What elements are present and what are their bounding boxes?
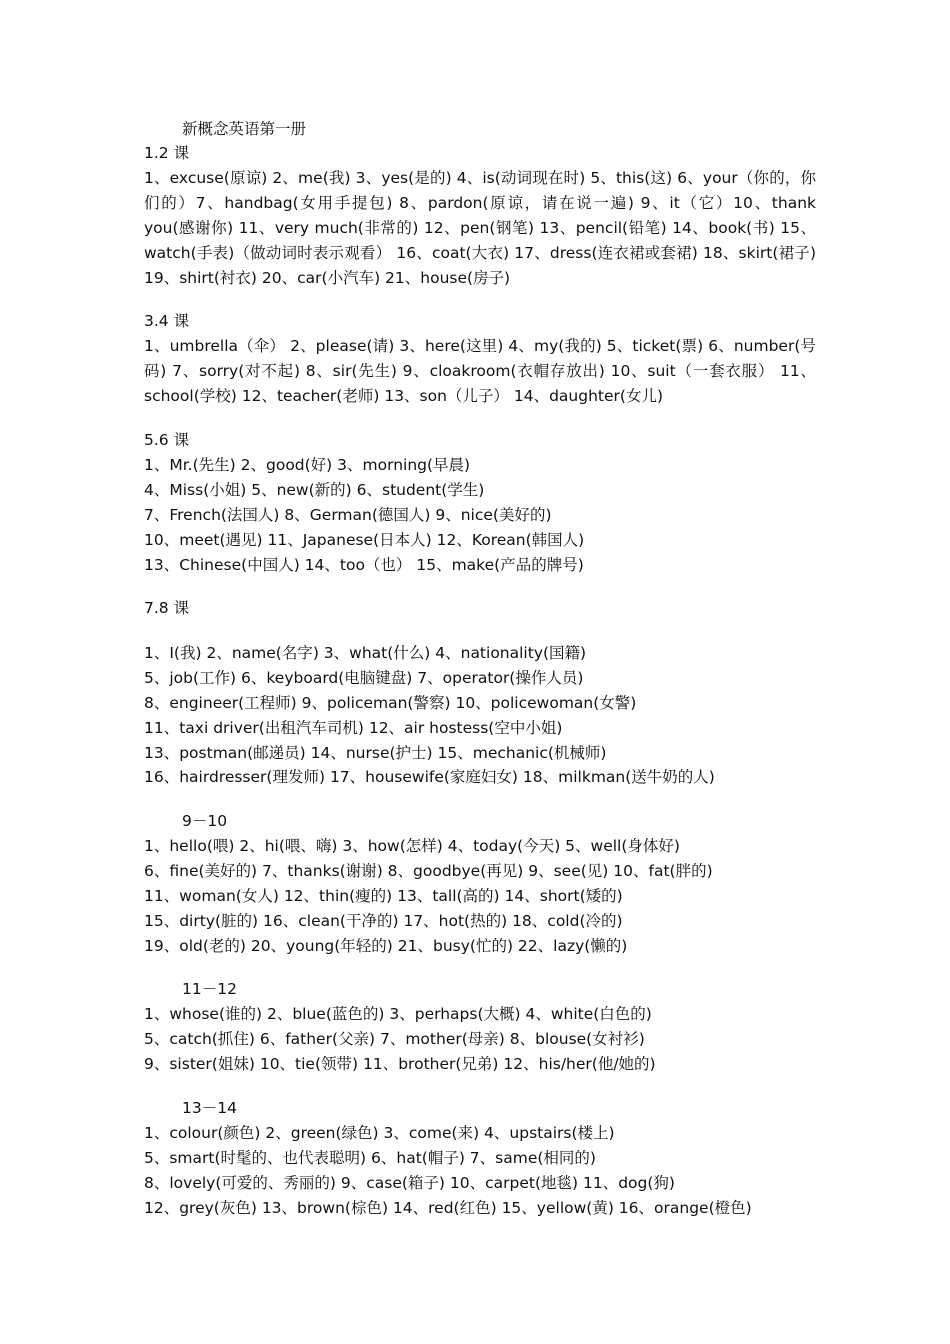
vocab-line: 5、catch(抓住) 6、father(父亲) 7、mother(母亲) 8、blouse(女衬衫) [144,1029,645,1048]
lesson-section-9-10 [144,809,816,958]
vocab-line: 12、grey(灰色) 13、brown(棕色) 14、red(红色) 15、yellow(黄) 16、orange(橙色) [144,1198,752,1217]
vocab-line: 10、meet(遇见) 11、Japanese(日本人) 12、Korean(韩国人) [144,530,585,549]
vocab-line: 16、hairdresser(理发师) 17、housewife(家庭妇女) 18、milkman(送牛奶的人) [144,768,715,787]
vocab-line: 6、fine(美好的) 7、thanks(谢谢) 8、goodbye(再见) 9、see(见) 10、fat(胖的) [144,861,713,880]
lesson-section-11-12 [144,977,816,1077]
vocab-line: 1、colour(颜色) 2、green(绿色) 3、come(来) 4、upstairs(楼上) [144,1123,615,1142]
vocab-line: 5、smart(时髦的、也代表聪明) 6、hat(帽子) 7、same(相同的) [144,1148,596,1167]
lesson-section-13-14 [144,1096,816,1221]
lesson-heading: 13－14 [182,1099,237,1117]
vocab-line: 15、dirty(脏的) 16、clean(干净的) 17、hot(热的) 18、cold(冷的) [144,911,623,930]
vocab-line: 1、Mr.(先生) 2、good(好) 3、morning(早晨) [144,455,471,474]
vocab-paragraph: 1、umbrella（伞） 2、please(请) 3、here(这里) 4、my(我的) 5、ticket(票) 6、number(号码) 7、sorry(对不起) 8、sir(先生) 9、cloakroom(衣帽存放出) 10、suit（一套衣服） 11、school(学校) 12、teacher(老师) 13、son（儿子） 14、daughter(女儿) [144,336,816,405]
vocab-line: 8、lovely(可爱的、秀丽的) 9、case(箱子) 10、carpet(地毯) 11、dog(狗) [144,1173,675,1192]
lesson-section-7-8 [144,596,816,790]
vocab-line: 11、taxi driver(出租汽车司机) 12、air hostess(空中小姐) [144,718,563,737]
vocab-line: 13、postman(邮递员) 14、nurse(护士) 15、mechanic(机械师) [144,743,607,762]
vocab-line: 11、woman(女人) 12、thin(瘦的) 13、tall(高的) 14、short(矮的) [144,886,623,905]
lesson-heading: 1.2 课 [144,144,190,162]
vocab-paragraph: 1、excuse(原谅) 2、me(我) 3、yes(是的) 4、is(动词现在时) 5、this(这) 6、your（你的，你们的）7、handbag(女用手提包) 8、pardon(原谅，请在说一遍) 9、it（它）10、thank you(感谢你) 11、very much(非常的) 12、pen(钢笔) 13、pencil(铅笔) 14、book(书) 15、watch(手表)（做动词时表示观看） 16、coat(大衣) 17、dress(连衣裙或套裙) 18、skirt(裙子) 19、shirt(衬衣) 20、car(小汽车) 21、house(房子) [144,168,816,287]
lesson-heading: 5.6 课 [144,431,190,449]
lesson-heading: 11－12 [182,980,237,998]
vocab-line: 13、Chinese(中国人) 14、too（也） 15、make(产品的牌号) [144,555,584,574]
lesson-heading: 9－10 [182,812,228,830]
lesson-section-3-4 [144,309,816,409]
vocab-line: 1、whose(谁的) 2、blue(蓝色的) 3、perhaps(大概) 4、white(白色的) [144,1004,652,1023]
vocab-line: 7、French(法国人) 8、German(德国人) 9、nice(美好的) [144,505,552,524]
vocab-line: 9、sister(姐妹) 10、tie(领带) 11、brother(兄弟) 12、his/her(他/她的) [144,1054,656,1073]
vocab-line: 1、hello(喂) 2、hi(喂、嗨) 3、how(怎样) 4、today(今天) 5、well(身体好) [144,836,680,855]
document-title: 新概念英语第一册 [182,120,307,138]
lesson-heading: 7.8 课 [144,599,190,617]
vocab-line: 1、I(我) 2、name(名字) 3、what(什么) 4、nationality(国籍) [144,643,587,662]
lesson-section-1-2 [144,141,816,290]
vocab-line: 8、engineer(工程师) 9、policeman(警察) 10、policewoman(女警) [144,693,637,712]
vocab-line: 5、job(工作) 6、keyboard(电脑键盘) 7、operator(操作人员) [144,668,584,687]
lesson-section-5-6 [144,428,816,577]
vocab-line: 19、old(老的) 20、young(年轻的) 21、busy(忙的) 22、lazy(懒的) [144,936,628,955]
lesson-heading: 3.4 课 [144,312,190,330]
vocab-line: 4、Miss(小姐) 5、new(新的) 6、student(学生) [144,480,485,499]
